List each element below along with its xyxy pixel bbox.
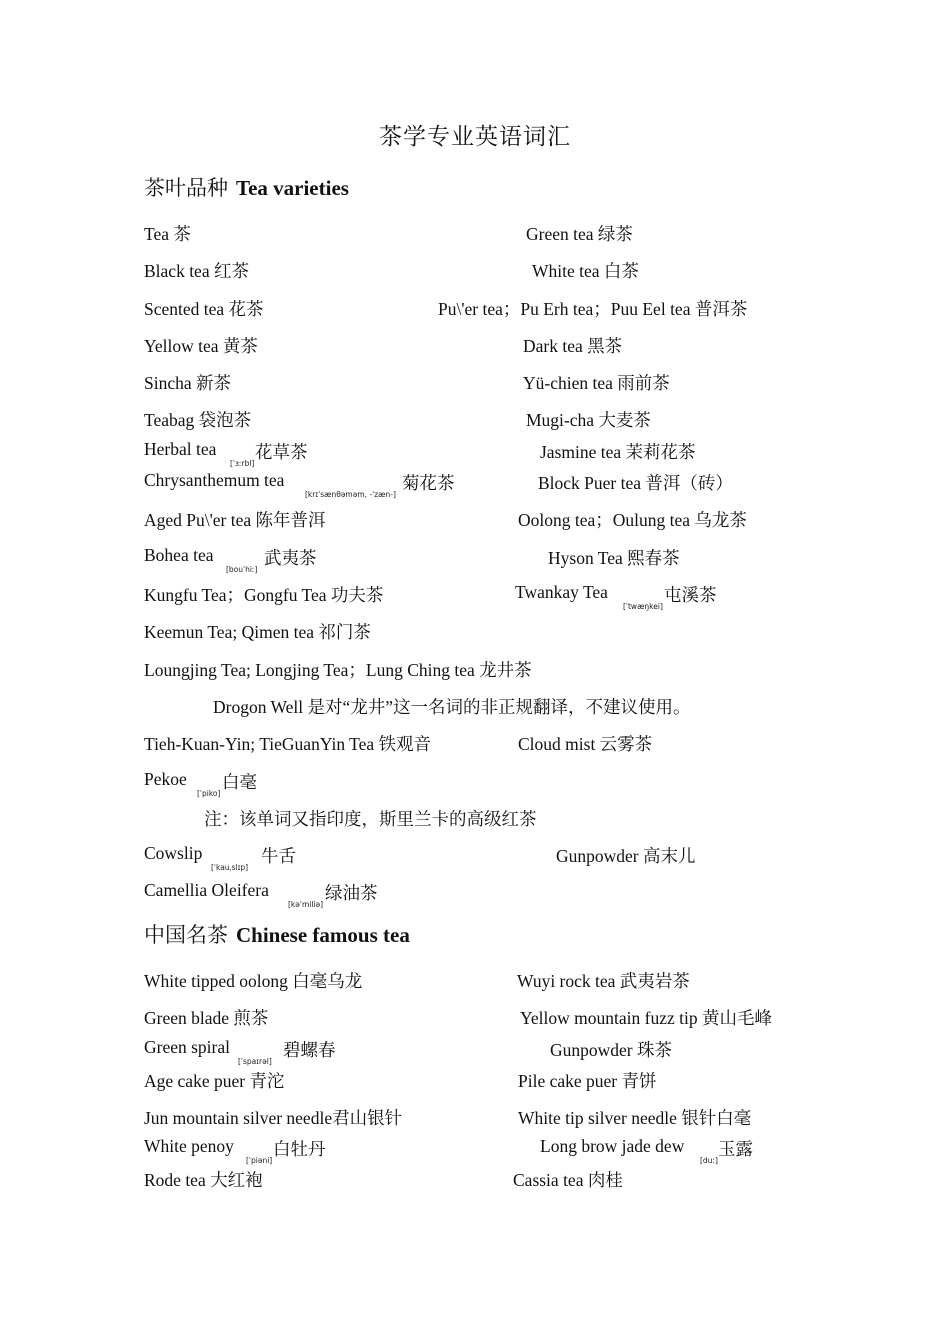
phonetic-green-spiral: [ˈspaɪrəl] (238, 1057, 272, 1066)
term-green-spiral-en: Green spiral (144, 1037, 231, 1057)
section-heading-en: Tea varieties (236, 176, 349, 200)
phonetic-twankay: [ˈtwæŋkei] (623, 602, 663, 611)
term-white-tipped-oolong: White tipped oolong 白毫乌龙 (144, 971, 363, 991)
term-camellia-en: Camellia Oleifera (144, 880, 269, 900)
phonetic-bohea: [bouˈhiː] (226, 565, 258, 574)
term-pekoe-zh: 白毫 (222, 772, 257, 792)
term-twankay-zh: 屯溪茶 (664, 585, 717, 605)
term-wuyi-rock-tea: Wuyi rock tea 武夷岩茶 (517, 971, 690, 991)
term-green-spiral-zh: 碧螺春 (283, 1040, 336, 1060)
term-cowslip-en: Cowslip (144, 843, 203, 863)
term-bohea-zh: 武夷茶 (264, 548, 317, 568)
term-tea: Tea 茶 (144, 224, 191, 244)
phonetic-pekoe: [ˈpiko] (197, 789, 221, 798)
term-age-cake-puer: Age cake puer 青沱 (144, 1071, 285, 1091)
term-rode-tea: Rode tea 大红袍 (144, 1170, 263, 1190)
section-heading-zh: 茶叶品种 (144, 176, 228, 200)
term-jun-mountain: Jun mountain silver needle君山银针 (144, 1108, 403, 1128)
note-dragon-well: Drogon Well 是对“龙井”这一名词的非正规翻译，不建议使用。 (213, 697, 691, 717)
page-title: 茶学专业英语词汇 (379, 124, 571, 149)
term-keemun-tea: Keemun Tea; Qimen tea 祁门茶 (144, 622, 371, 642)
term-oolong-tea: Oolong tea；Oulung tea 乌龙茶 (518, 510, 747, 530)
term-white-tea: White tea 白茶 (532, 261, 639, 281)
section-heading-zh: 中国名茶 (144, 923, 228, 947)
term-dark-tea: Dark tea 黑茶 (523, 336, 623, 356)
section-heading-varieties (144, 172, 349, 202)
phonetic-cowslip: [ˈkauˌslɪp] (211, 863, 249, 872)
term-block-puer: Block Puer tea 普洱（砖） (538, 473, 733, 493)
term-cloud-mist: Cloud mist 云雾茶 (518, 734, 653, 754)
term-scented-tea: Scented tea 花茶 (144, 299, 264, 319)
term-pile-cake-puer: Pile cake puer 青饼 (518, 1071, 657, 1091)
term-pekoe-en: Pekoe (144, 769, 187, 789)
term-long-brow-zh: 玉露 (718, 1139, 753, 1159)
term-long-brow-en: Long brow jade dew (540, 1136, 685, 1156)
term-yellow-tea: Yellow tea 黄茶 (144, 336, 258, 356)
note-pekoe: 注：该单词又指印度，斯里兰卡的高级红茶 (204, 809, 537, 829)
term-herbal-tea-zh: 花草茶 (255, 442, 308, 462)
term-green-tea: Green tea 绿茶 (526, 224, 633, 244)
phonetic-camellia: [kəˈmiliə] (288, 900, 324, 909)
phonetic-herbal: [ˈɜːrbl] (230, 459, 255, 468)
phonetic-chrysanthemum: [krɪˈsænθəməm, -ˈzæn-] (305, 490, 396, 499)
phonetic-white-penoy: [ˈpiəni] (246, 1156, 273, 1165)
term-white-penoy-zh: 白牡丹 (273, 1139, 326, 1159)
term-chrysanthemum-en: Chrysanthemum tea (144, 470, 285, 490)
term-bohea-en: Bohea tea (144, 545, 214, 565)
term-tieguanyin: Tieh-Kuan-Yin; TieGuanYin Tea 铁观音 (144, 734, 432, 754)
term-white-penoy-en: White penoy (144, 1136, 234, 1156)
term-chrysanthemum-zh: 菊花茶 (402, 473, 455, 493)
term-white-tip-silver-needle: White tip silver needle 银针白毫 (518, 1108, 752, 1128)
term-mugi-cha: Mugi-cha 大麦茶 (526, 410, 651, 430)
term-jasmine-tea: Jasmine tea 茉莉花茶 (540, 442, 696, 462)
term-cowslip-zh: 牛舌 (261, 846, 296, 866)
term-herbal-tea-en: Herbal tea (144, 439, 217, 459)
section-heading-en: Chinese famous tea (236, 923, 410, 947)
term-gunpowder-gaomo: Gunpowder 高末儿 (556, 846, 696, 866)
term-teabag: Teabag 袋泡茶 (144, 410, 252, 430)
term-gunpowder-zhucha: Gunpowder 珠茶 (550, 1040, 672, 1060)
phonetic-long-brow: [duː] (700, 1156, 718, 1165)
term-twankay-en: Twankay Tea (515, 582, 608, 602)
term-green-blade: Green blade 煎茶 (144, 1008, 269, 1028)
term-aged-puer: Aged Pu\'er tea 陈年普洱 (144, 510, 326, 530)
term-longjing-tea: Loungjing Tea; Longjing Tea；Lung Ching tea 龙井茶 (144, 660, 532, 680)
term-kungfu-tea: Kungfu Tea；Gongfu Tea 功夫茶 (144, 585, 384, 605)
term-cassia-tea: Cassia tea 肉桂 (513, 1170, 623, 1190)
term-hyson-tea: Hyson Tea 熙春茶 (548, 548, 680, 568)
term-camellia-zh: 绿油茶 (325, 883, 378, 903)
term-yellow-mountain: Yellow mountain fuzz tip 黄山毛峰 (520, 1008, 772, 1028)
section-heading-famous (144, 919, 410, 949)
term-black-tea: Black tea 红茶 (144, 261, 249, 281)
term-puer-tea: Pu\'er tea；Pu Erh tea；Puu Eel tea 普洱茶 (438, 299, 748, 319)
term-yu-chien-tea: Yü-chien tea 雨前茶 (523, 373, 670, 393)
term-sincha: Sincha 新茶 (144, 373, 232, 393)
